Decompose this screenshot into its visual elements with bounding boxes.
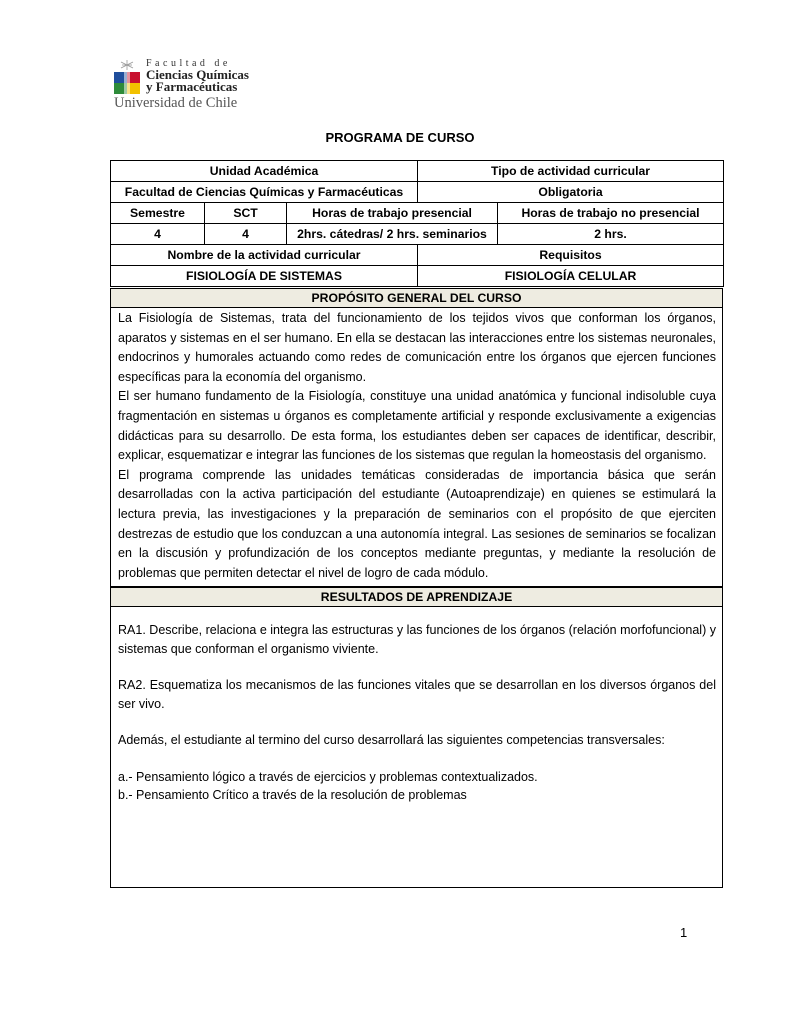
- nombre-value: FISIOLOGÍA DE SISTEMAS: [111, 266, 418, 287]
- semestre-label: Semestre: [111, 203, 205, 224]
- horas-no-presencial-label: Horas de trabajo no presencial: [498, 203, 724, 224]
- tipo-label: Tipo de actividad curricular: [418, 161, 724, 182]
- crest-icon: [112, 60, 142, 96]
- semestre-value: 4: [111, 224, 205, 245]
- table-row: [111, 224, 724, 245]
- purpose-paragraph: El ser humano fundamento de la Fisiología, constituye una unidad anatómica y funcional indisoluble cuya fragmentación en sistemas u órganos es completamente artificial y responde exclusivamente a exigencias didácticas para su desarrollo. De esta forma, los estudiantes deben ser capaces de identificar, describir, explicar, esquematizar e integrar las funciones de los sistemas que regulan la homeostasis del organismo.: [118, 389, 716, 463]
- table-row: [111, 245, 724, 266]
- learning-result-ra2: RA2. Esquematiza los mecanismos de las funciones vitales que se desarrollan en los diversos órganos del ser vivo.: [118, 678, 716, 711]
- table-row: [111, 182, 724, 203]
- results-section: [110, 587, 723, 888]
- requisitos-label: Requisitos: [418, 245, 724, 266]
- logo-name-line2: y Farmacéuticas: [146, 79, 238, 94]
- logo-university: Universidad de Chile: [114, 95, 238, 111]
- logo-name-line1: Ciencias Químicas: [146, 67, 249, 82]
- table-row: [111, 203, 724, 224]
- unidad-value: Facultad de Ciencias Químicas y Farmacéuticas: [111, 182, 418, 203]
- purpose-paragraph: La Fisiología de Sistemas, trata del funcionamiento de los tejidos vivos que conforman los órganos, aparatos y sistemas en el ser humano. En ella se destacan las interacciones entre los sistemas neuronales, endocrinos y humorales actuando como redes de comunicación entre los órganos que ejercen funciones específicas para la economía del organismo.: [118, 311, 716, 384]
- logo-faculty-label: Facultad de: [146, 58, 231, 69]
- horas-no-presencial-value: 2 hrs.: [498, 224, 724, 245]
- horas-presencial-value: 2hrs. cátedras/ 2 hrs. seminarios: [287, 224, 498, 245]
- competencies-intro: Además, el estudiante al termino del curso desarrollará las siguientes competencias transversales:: [118, 733, 665, 747]
- horas-presencial-label: Horas de trabajo presencial: [287, 203, 498, 224]
- nombre-label: Nombre de la actividad curricular: [111, 245, 418, 266]
- page-title: PROGRAMA DE CURSO: [325, 130, 475, 145]
- table-row: [111, 266, 724, 287]
- sct-label: SCT: [205, 203, 287, 224]
- purpose-body: [111, 308, 722, 587]
- unidad-label: Unidad Académica: [111, 161, 418, 182]
- learning-result-ra1: RA1. Describe, relaciona e integra las estructuras y las funciones de los órganos (relación morfofuncional) y sistemas que conforman el organismo viviente.: [118, 623, 716, 656]
- competency-item: a.- Pensamiento lógico a través de ejercicios y problemas contextualizados.: [118, 769, 538, 784]
- tipo-value: Obligatoria: [418, 182, 724, 203]
- course-info-table: [110, 160, 724, 287]
- purpose-heading: PROPÓSITO GENERAL DEL CURSO: [111, 289, 722, 308]
- competency-item: b.- Pensamiento Crítico a través de la resolución de problemas: [118, 788, 467, 802]
- table-row: [111, 161, 724, 182]
- purpose-section: [110, 288, 723, 587]
- requisitos-value: FISIOLOGÍA CELULAR: [418, 266, 724, 287]
- purpose-paragraph: El programa comprende las unidades temáticas consideradas de importancia básica que serán desarrolladas con la activa participación del estudiante (Autoaprendizaje) en quienes se estimulará la lectura previa, las investigaciones y la preparación de seminarios con el propósito de que ejerciten destrezas de estudio que los conduzcan a una autonomía integral. Las sesiones de seminarios se focalizan en la discusión y profundización de los conceptos mediante preguntas, y mediante la resolución de problemas que permiten detectar el nivel de logro de cada módulo.: [118, 467, 716, 580]
- results-heading: RESULTADOS DE APRENDIZAJE: [111, 588, 722, 607]
- sct-value: 4: [205, 224, 287, 245]
- page-number: 1: [680, 925, 688, 940]
- faculty-logo: [110, 44, 270, 114]
- results-body: [111, 607, 722, 805]
